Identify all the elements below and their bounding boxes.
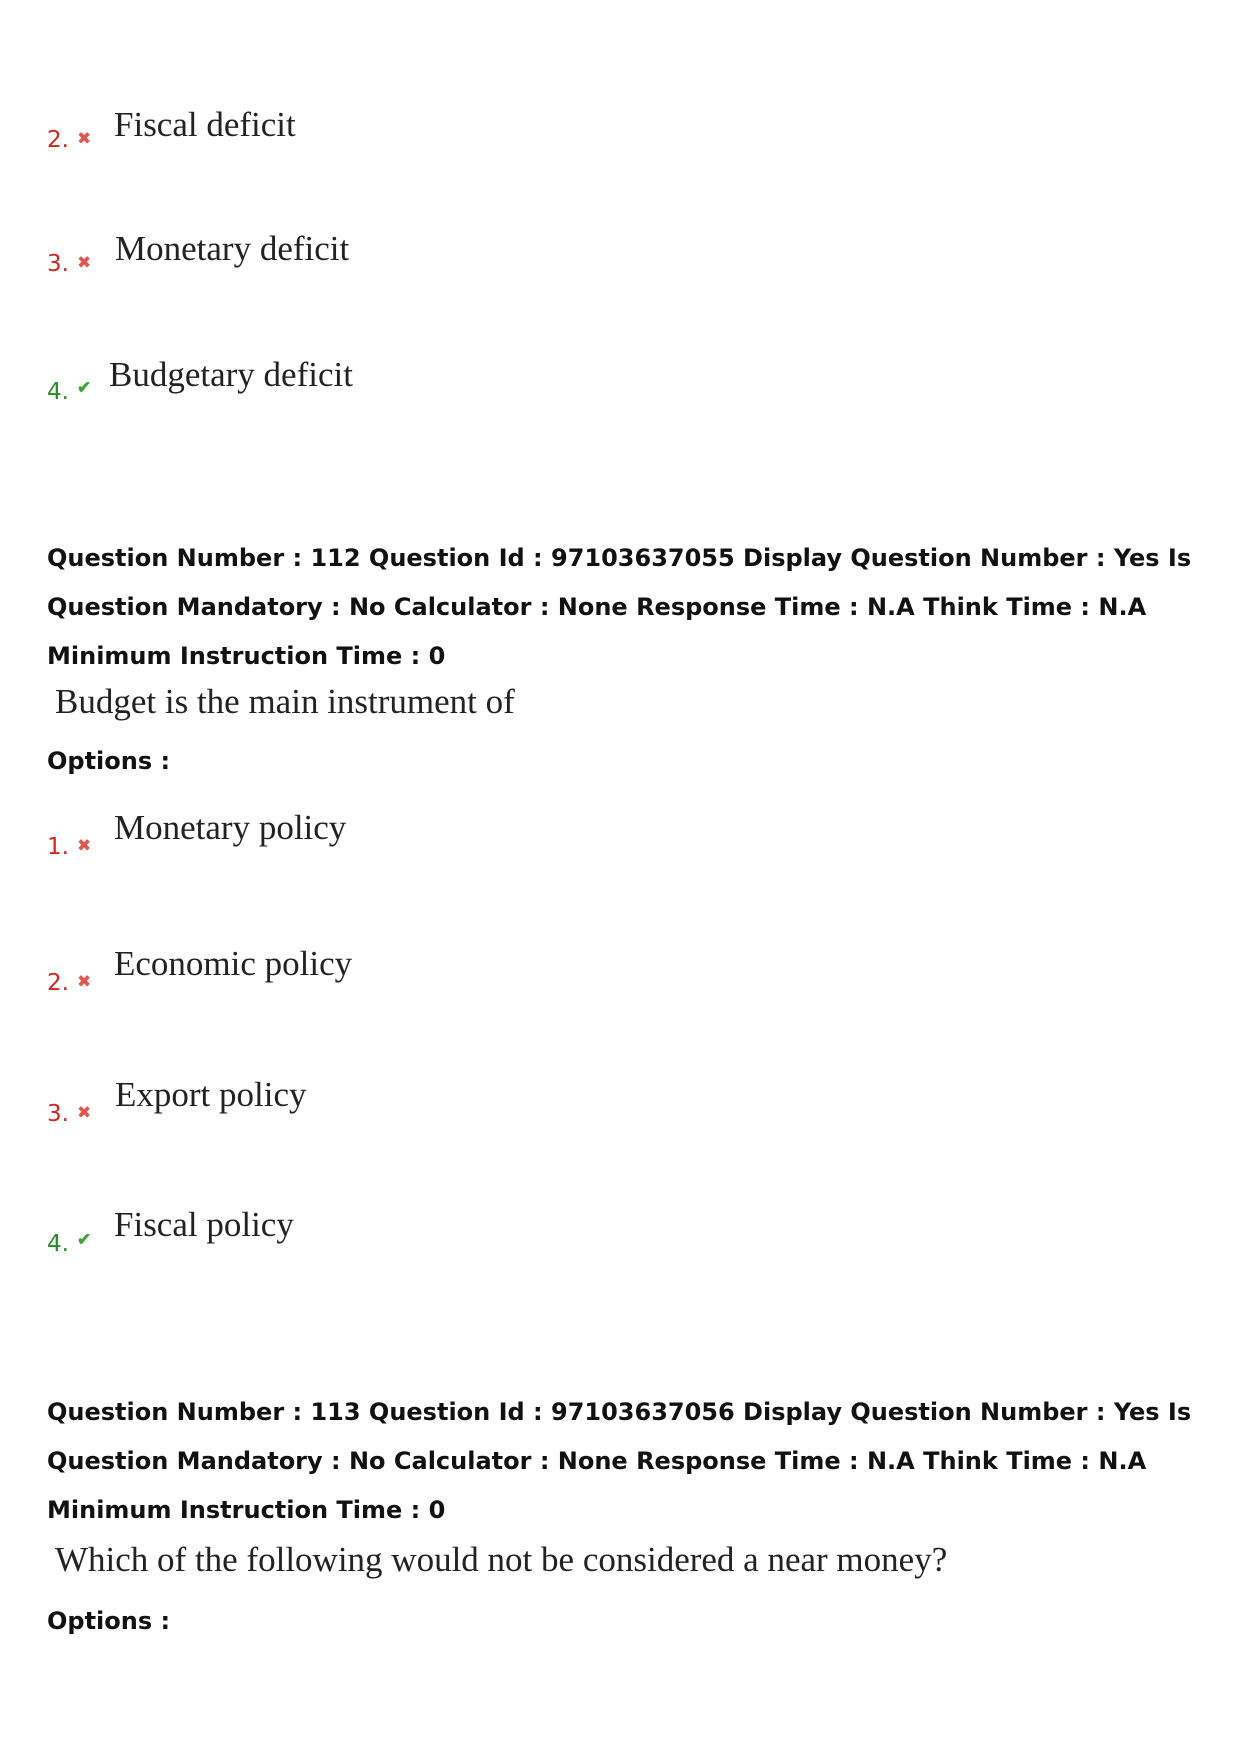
option-text: Fiscal deficit (114, 105, 296, 144)
options-label: Options : (47, 1607, 171, 1635)
options-label: Options : (47, 747, 171, 775)
question-text: Budget is the main instrument of (55, 682, 515, 721)
option-text: Fiscal policy (114, 1205, 294, 1244)
option-text: Economic policy (114, 944, 353, 983)
wrong-icon: ✖ (77, 129, 92, 148)
option-number: 3. (47, 251, 69, 277)
question-text: Which of the following would not be considered a near money? (55, 1540, 948, 1579)
wrong-icon: ✖ (77, 253, 92, 272)
option-text: Monetary deficit (115, 229, 350, 268)
wrong-icon: ✖ (77, 1103, 92, 1122)
correct-icon: ✔ (77, 378, 92, 397)
option-number: 4. (47, 1231, 69, 1257)
option-number: 4. (47, 379, 69, 405)
option-text: Export policy (115, 1075, 307, 1114)
question-meta: Question Number : 113 Question Id : 97103637056 Display Question Number : Yes Is Question Mandatory : No Calculator : None Response Time : N.A Think Time : N.A Minimum Instruction Time : 0 (47, 1398, 1192, 1524)
option-number: 1. (47, 834, 69, 860)
option-text: Budgetary deficit (109, 355, 353, 394)
option-number: 2. (47, 970, 69, 996)
question-meta: Question Number : 112 Question Id : 97103637055 Display Question Number : Yes Is Question Mandatory : No Calculator : None Response Time : N.A Think Time : N.A Minimum Instruction Time : 0 (47, 544, 1192, 670)
option-text: Monetary policy (114, 808, 347, 847)
option-number: 2. (47, 127, 69, 153)
option-number: 3. (47, 1101, 69, 1127)
wrong-icon: ✖ (77, 972, 92, 991)
correct-icon: ✔ (77, 1230, 92, 1249)
wrong-icon: ✖ (77, 836, 92, 855)
